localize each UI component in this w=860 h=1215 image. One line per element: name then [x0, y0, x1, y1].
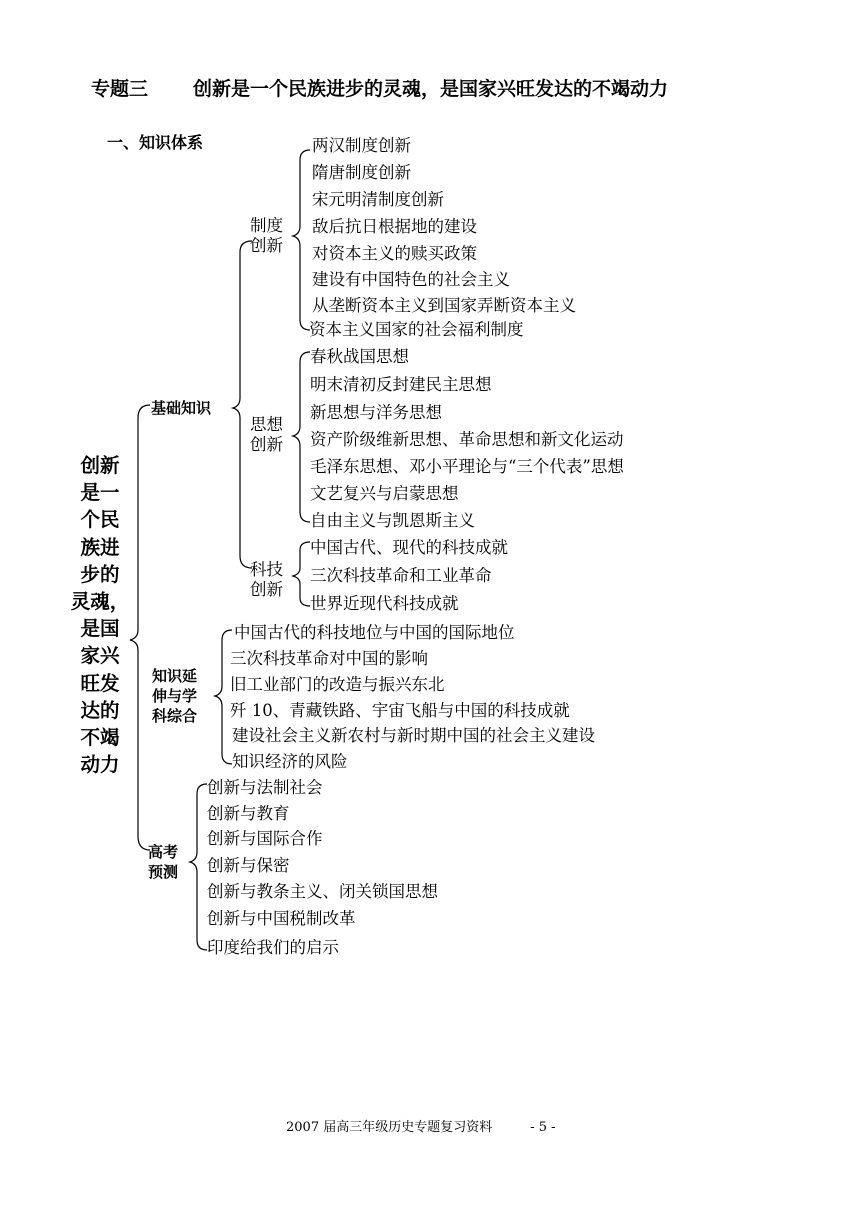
list-item: 创新与教育: [207, 804, 290, 823]
group-label-line: 创新: [250, 580, 283, 599]
root-line: 灵魂，: [70, 590, 130, 614]
list-item: 创新与国际合作: [207, 829, 323, 848]
branch-basic-label: 基础知识: [151, 399, 212, 417]
list-item: 创新与保密: [207, 856, 290, 875]
list-item: 三次科技革命对中国的影响: [230, 649, 428, 668]
list-item: 文艺复兴与启蒙思想: [310, 484, 459, 503]
group-label-system: [250, 216, 283, 256]
list-item: 毛泽东思想、邓小平理论与“三个代表”思想: [310, 457, 624, 476]
system-bracket: [293, 150, 310, 330]
footer-text: 2007 届高三年级历史专题复习资料: [286, 1120, 493, 1135]
root-line: 不竭: [80, 726, 120, 750]
list-item: 资本主义国家的社会福利制度: [309, 320, 524, 339]
page-title: 创新是一个民族进步的灵魂，是国家兴旺发达的不竭动力: [193, 78, 669, 100]
list-item: 敌后抗日根据地的建设: [312, 217, 477, 236]
forecast-bracket: [190, 784, 207, 950]
branch-label-line: 预测: [148, 863, 179, 881]
root-line: 族进: [80, 535, 120, 559]
list-item: 建设有中国特色的社会主义: [312, 270, 510, 289]
list-item: 资产阶级维新思想、革命思想和新文化运动: [310, 430, 624, 449]
list-item: 创新与中国税制改革: [207, 909, 356, 928]
root-line: 步的: [80, 562, 120, 586]
root-line: 个民: [80, 508, 120, 532]
list-item: 创新与法制社会: [207, 778, 323, 797]
list-item: 旧工业部门的改造与振兴东北: [230, 675, 445, 694]
group-label-line: 创新: [250, 435, 283, 454]
list-item: 三次科技革命和工业革命: [310, 566, 492, 585]
root-line: 是国: [80, 617, 120, 641]
root-line: 达的: [80, 698, 120, 722]
list-item: 春秋战国思想: [310, 347, 409, 366]
branch-label-line: 伸与学: [152, 687, 198, 705]
basic-bracket: [233, 241, 252, 568]
list-item: 宋元明清制度创新: [312, 190, 444, 209]
list-item: 隋唐制度创新: [312, 163, 411, 182]
list-item: 建设社会主义新农村与新时期中国的社会主义建设: [232, 726, 595, 745]
list-item: 自由主义与凯恩斯主义: [310, 511, 475, 530]
group-label-thought: [250, 415, 283, 455]
section-heading: 一、知识体系: [107, 133, 204, 152]
root-line: 动力: [80, 753, 120, 777]
tech-bracket: [293, 542, 310, 606]
list-item: 两汉制度创新: [312, 136, 411, 155]
group-label-line: 思想: [250, 415, 283, 434]
list-item: 歼 10、青藏铁路、宇宙飞船与中国的科技成就: [230, 701, 570, 720]
list-item: 印度给我们的启示: [207, 938, 339, 957]
branch-forecast-label: [148, 842, 178, 882]
group-label-tech: [250, 560, 283, 600]
list-item: 创新与教条主义、闭关锁国思想: [207, 882, 438, 901]
group-label-line: 制度: [250, 216, 283, 235]
list-item: 中国古代的科技地位与中国的国际地位: [234, 623, 515, 642]
group-label-line: 科技: [250, 560, 283, 579]
page-footer: [286, 1116, 556, 1135]
list-item: 世界近现代科技成就: [310, 594, 459, 613]
page-number: - 5 -: [530, 1120, 556, 1135]
root-line: 是一: [80, 481, 120, 505]
root-topic: [70, 452, 130, 778]
root-line: 旺发: [80, 671, 120, 695]
root-bracket: [130, 405, 150, 850]
topic-number: 专题三: [91, 78, 149, 100]
branch-label-line: 知识延: [152, 667, 198, 685]
thought-bracket: [293, 352, 310, 522]
list-item: 新思想与洋务思想: [310, 403, 442, 422]
list-item: 对资本主义的赎买政策: [312, 244, 477, 263]
root-line: 家兴: [80, 644, 120, 668]
list-item: 从垄断资本主义到国家弄断资本主义: [312, 296, 576, 315]
branch-label-line: 高考: [148, 843, 179, 861]
list-item: 明末清初反封建民主思想: [310, 375, 492, 394]
branch-extension-label: [152, 666, 197, 726]
list-item: 中国古代、现代的科技成就: [310, 538, 508, 557]
branch-label-line: 科综合: [152, 707, 198, 725]
root-line: 创新: [80, 454, 120, 477]
list-item: 知识经济的风险: [232, 752, 348, 771]
group-label-line: 创新: [250, 236, 283, 255]
